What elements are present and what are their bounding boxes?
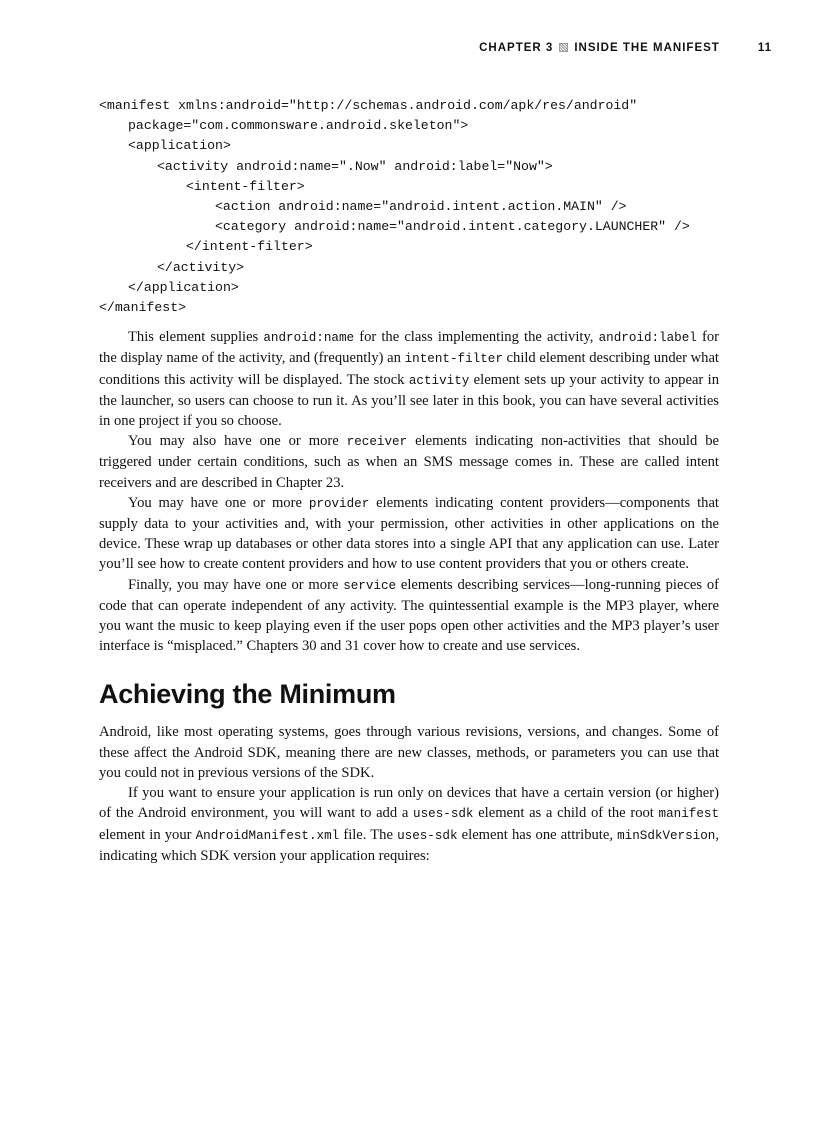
text-run: elements indicating content providers—components that supply data to your activities and, with your permission, other activities in other applications on the device. These wrap up databases or other data stores into a single API that any application can use. Later you’ll see how to create content providers and how to use content providers that you or others create.: [99, 494, 719, 573]
inline-code: provider: [308, 496, 370, 511]
chapter-label: CHAPTER 3: [479, 42, 554, 54]
separator-square-icon: [559, 43, 568, 52]
code-line: package="com.commonsware.android.skeleton">: [128, 118, 469, 134]
inline-code: minSdkVersion: [617, 828, 716, 843]
text-run: child element describing under what conditions this activity will be displayed. The stock: [99, 350, 719, 388]
text-run: elements indicating non-activities that should be triggered under certain conditions, such as when an SMS message comes in. These are called intent receivers and are described in Chapter 23.: [99, 433, 720, 491]
text-run: Finally, you may have one or more: [128, 576, 344, 593]
text-run: , indicating which SDK version your application requires:: [99, 826, 719, 864]
text-run: elements describing services—long-running pieces of code that can operate independent of any activity. The quintessential example is the MP3 player, where you want the music to keep playing even if the user pops open other activities and the MP3 player’s user interface is “misplaced.” Chapters 30 and 31 cover how to create and use services.: [99, 576, 719, 655]
text-run: This element supplies: [128, 329, 264, 346]
body-paragraph-activity: [99, 327, 719, 431]
running-header: [0, 42, 772, 54]
text-run: You may also have one or more: [128, 433, 347, 450]
text-run: element as a child of the root: [473, 805, 659, 822]
body-paragraph-uses-sdk: [99, 783, 719, 866]
code-listing: [99, 96, 719, 318]
code-line: </intent-filter>: [186, 239, 313, 255]
inline-code: uses-sdk: [397, 828, 458, 843]
inline-code: manifest: [658, 807, 720, 822]
text-run: You may have one or more: [128, 494, 309, 511]
body-paragraph-receiver: [99, 431, 719, 493]
code-line: </application>: [128, 279, 239, 295]
inline-code: activity: [408, 373, 470, 388]
code-line: <intent-filter>: [186, 178, 305, 194]
inline-code: receiver: [346, 435, 408, 450]
code-line: <manifest xmlns:android="http://schemas.android.com/apk/res/android": [99, 98, 638, 113]
body-paragraph-minimum-intro: Android, like most operating systems, goes through various revisions, versions, and changes. Some of these affect the Android SDK, meaning there are new classes, methods, or parameters you can use that you could not in previous versions of the SDK.: [99, 724, 719, 781]
text-run: for the display name of the activity, and (frequently) an: [99, 329, 719, 367]
text-run: element sets up your activity to appear in the launcher, so users can choose to run it. As you’ll see later in this book, you can have several activities in one project if you so choose.: [99, 371, 719, 430]
code-line: <action android:name="android.intent.action.MAIN" />: [215, 199, 627, 215]
page-content: [99, 96, 719, 866]
inline-code: service: [343, 578, 397, 593]
section-heading: Achieving the Minimum: [99, 679, 396, 710]
section-label: INSIDE THE MANIFEST: [574, 42, 720, 54]
page-number: 11: [757, 42, 772, 54]
text-run: element in your: [99, 826, 196, 843]
inline-code: AndroidManifest.xml: [195, 828, 340, 843]
inline-code: android:label: [598, 331, 697, 346]
code-line: <category android:name="android.intent.category.LAUNCHER" />: [215, 219, 690, 235]
code-line: </manifest>: [99, 300, 187, 316]
inline-code: uses-sdk: [413, 807, 474, 822]
text-run: element has one attribute,: [457, 826, 618, 843]
text-run: If you want to ensure your application is run only on devices that have a certain version (or higher) of the Android environment, you will want to add a: [99, 785, 719, 822]
code-line: <application>: [128, 138, 231, 154]
text-run: file. The: [339, 826, 398, 843]
code-line: </activity>: [157, 259, 245, 275]
inline-code: intent-filter: [404, 352, 503, 367]
inline-code: android:name: [263, 331, 355, 346]
code-line: <activity android:name=".Now" android:label="Now">: [157, 158, 553, 174]
body-paragraph-provider: [99, 493, 719, 575]
text-run: for the class implementing the activity,: [354, 329, 599, 346]
body-paragraph-service: [99, 575, 719, 657]
